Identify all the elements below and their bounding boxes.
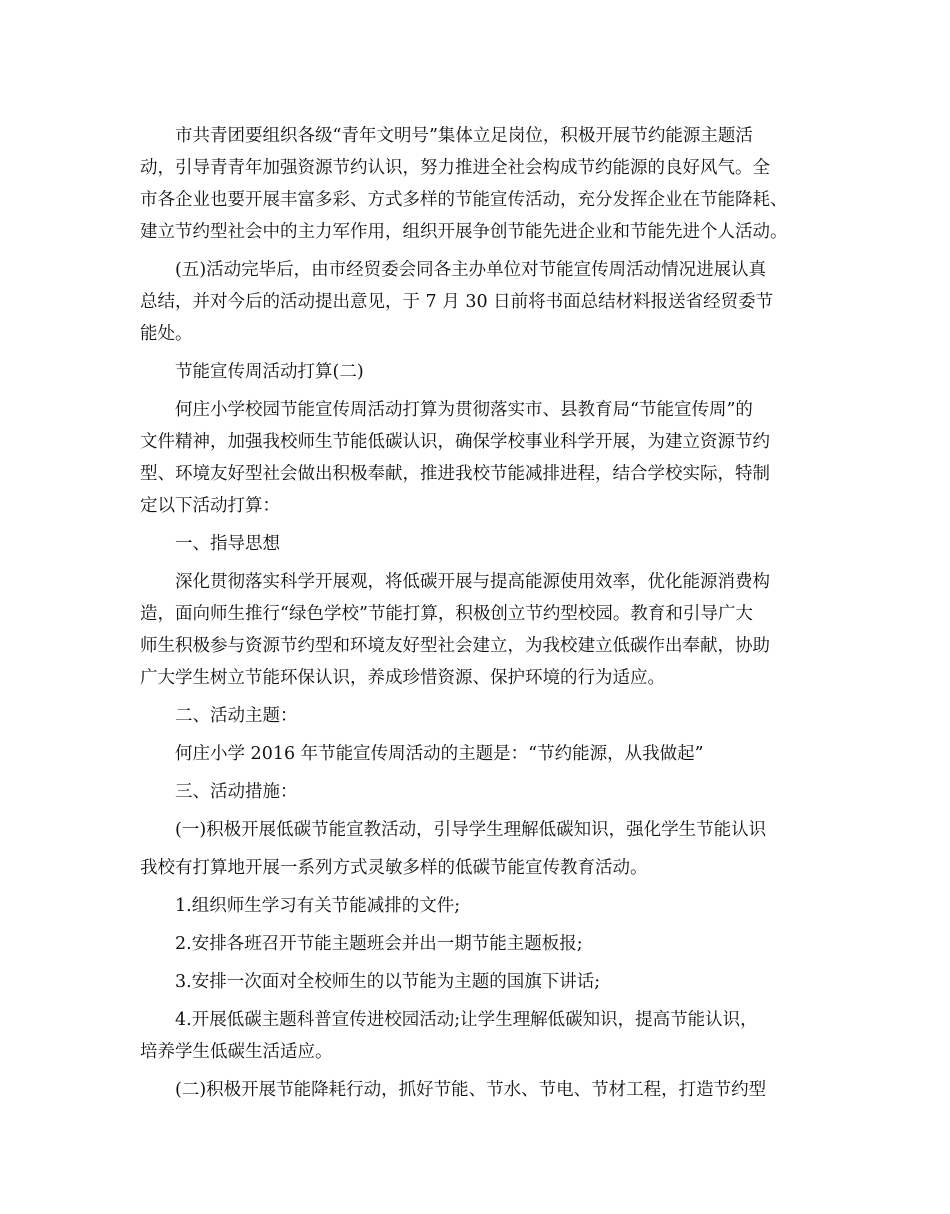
paragraph-line: 三、活动措施：: [175, 782, 298, 802]
paragraph-line: 何庄小学 2016 年节能宣传周活动的主题是：“节约能源，从我做起”: [175, 744, 704, 764]
paragraph-line: 深化贯彻落实科学开展观，将低碳开展与提高能源使用效率，优化能源消费构: [175, 572, 770, 592]
paragraph-line: 一、指导思想: [175, 534, 280, 554]
paragraph-line: 建立节约型社会中的主力军作用，组织开展争创节能先进企业和节能先进个人活动。: [140, 222, 788, 242]
paragraph-p1: [140, 120, 812, 248]
paragraph-line: 造，面向师生推行“绿色学校”节能打算，积极创立节约型校园。教育和引导广大: [140, 604, 753, 624]
paragraph-p14: [140, 966, 812, 998]
paragraph-line: 2.安排各班召开节能主题班会并出一期节能主题板报;: [175, 934, 583, 954]
paragraph-line: 二、活动主题：: [175, 706, 298, 726]
paragraph-line: 节能宣传周活动打算(二): [175, 362, 364, 382]
paragraph-line: 我校有打算地开展一系列方式灵敏多样的低碳节能宣传教育活动。: [140, 858, 648, 878]
paragraph-p15: [140, 1004, 812, 1068]
paragraph-line: 师生积极参与资源节约型和环境友好型社会建立，为我校建立低碳作出奉献，协助: [140, 636, 770, 656]
paragraph-line: 4.开展低碳主题科普宣传进校园活动;让学生理解低碳知识，提高节能认识，: [175, 1010, 758, 1030]
paragraph-line: 何庄小学校园节能宣传周活动打算为贯彻落实市、县教育局“节能宣传周”的: [175, 400, 753, 420]
paragraph-p2: [140, 254, 812, 350]
paragraph-p10: [140, 814, 812, 846]
paragraph-line: 总结，并对今后的活动提出意见，于 7 月 30 日前将书面总结材料报送省经贸委节: [140, 292, 774, 312]
paragraph-p9: [140, 776, 812, 808]
paragraph-line: 广大学生树立节能环保认识，养成珍惜资源、保护环境的行为适应。: [140, 668, 665, 688]
paragraph-p6: [140, 566, 812, 694]
paragraph-line: 3.安排一次面对全校师生的以节能为主题的国旗下讲话;: [175, 972, 601, 992]
paragraph-line: (一)积极开展低碳节能宣教活动，引导学生理解低碳知识，强化学生节能认识: [175, 820, 767, 840]
document-body: [140, 120, 812, 1112]
paragraph-line: 市共青团要组织各级“青年文明号”集体立足岗位，积极开展节约能源主题活: [175, 126, 753, 146]
paragraph-line: 1.组织师生学习有关节能减排的文件;: [175, 896, 461, 916]
paragraph-line: 市各企业也要开展丰富多彩、方式多样的节能宣传活动，充分发挥企业在节能降耗、: [140, 190, 788, 210]
paragraph-line: 型、环境友好型社会做出积极奉献，推进我校节能减排进程，结合学校实际，特制: [140, 464, 770, 484]
paragraph-p11: [140, 852, 812, 884]
paragraph-line: (五)活动完毕后，由市经贸委会同各主办单位对节能宣传周活动情况进展认真: [175, 260, 767, 280]
paragraph-line: 能处。: [140, 324, 193, 344]
paragraph-line: 动，引导青青年加强资源节约认识，努力推进全社会构成节约能源的良好风气。全: [140, 158, 770, 178]
paragraph-p4: [140, 394, 812, 522]
paragraph-p7: [140, 700, 812, 732]
paragraph-p12: [140, 890, 812, 922]
paragraph-p13: [140, 928, 812, 960]
paragraph-line: (二)积极开展节能降耗行动，抓好节能、节水、节电、节材工程，打造节约型: [175, 1080, 767, 1100]
paragraph-line: 培养学生低碳生活适应。: [140, 1042, 333, 1062]
paragraph-line: 文件精神，加强我校师生节能低碳认识，确保学校事业科学开展，为建立资源节约: [140, 432, 770, 452]
paragraph-p5: [140, 528, 812, 560]
paragraph-line: 定以下活动打算：: [140, 496, 280, 516]
paragraph-p8: [140, 738, 812, 770]
paragraph-p3: [140, 356, 812, 388]
paragraph-p16: [140, 1074, 812, 1106]
